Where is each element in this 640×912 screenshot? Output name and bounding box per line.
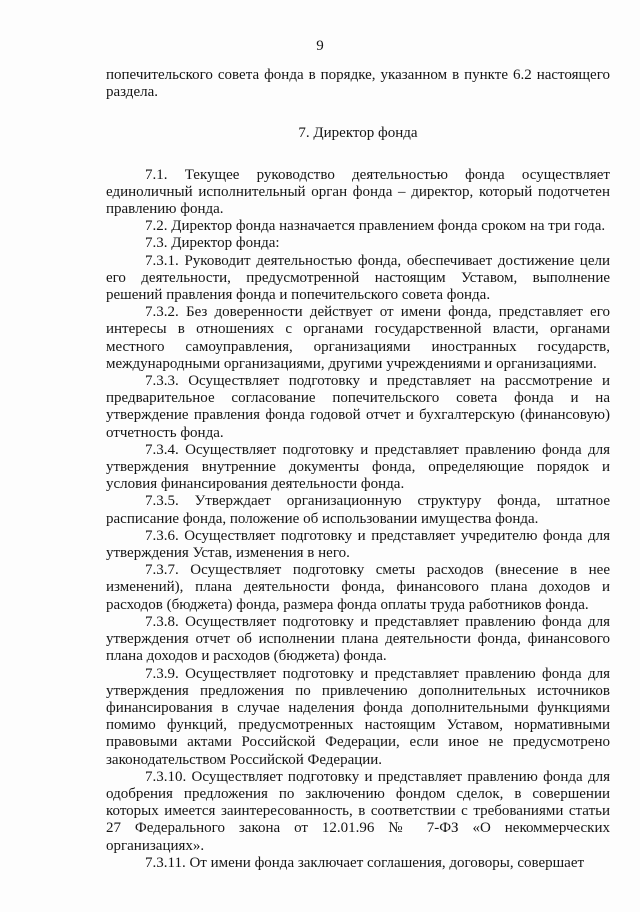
- paragraph-7-3-11: 7.3.11. От имени фонда заключает соглашения, договоры, совершает: [145, 854, 585, 871]
- paragraph-7-3-8: 7.3.8. Осуществляет подготовку и представляет правлению фонда для утверждения отчет об исполнении плана деятельности фонда, финансового плана доходов и расходов (бюджета) фонда.: [106, 613, 610, 665]
- paragraph-7-3-2: 7.3.2. Без доверенности действует от имени фонда, представляет его интересы в отношениях с органами государственной власти, органами местного самоуправления, организациями иностранных государств, международными организациями, другими учреждениями и организациями.: [106, 304, 610, 372]
- paragraph-7-3-5: 7.3.5. Утверждает организационную структуру фонда, штатное расписание фонда, положение об использовании имущества фонда.: [106, 493, 610, 527]
- paragraph-7-3-9: 7.3.9. Осуществляет подготовку и представляет правлению фонда для утверждения предложения по привлечению дополнительных источников финансирования в случае наделения фонда дополнительными функциями помимо функций, предусмотренных настоящим Уставом, нормативными правовыми актами Российской Федерации, если иное не предусмотрено законодательством Российской Федерации.: [106, 665, 610, 768]
- page-number: 9: [316, 38, 324, 54]
- paragraph-7-2: 7.2. Директор фонда назначается правлением фонда сроком на три года.: [145, 218, 606, 235]
- paragraph-7-3-4: 7.3.4. Осуществляет подготовку и представляет правлению фонда для утверждения внутренние документы фонда, определяющие порядок и условия финансирования деятельности фонда.: [106, 441, 610, 493]
- page-body: [106, 67, 610, 872]
- paragraph-7-3-3: 7.3.3. Осуществляет подготовку и представляет на рассмотрение и предварительное согласование попечительского совета фонда и на утверждение правления фонда годовой отчет и бухгалтерскую (финансовую) отчетность фонда.: [106, 373, 610, 441]
- paragraph-7-3: 7.3. Директор фонда:: [145, 235, 280, 252]
- carryover-paragraph: попечительского совета фонда в порядке, указанном в пункте 6.2 настоящего раздела.: [106, 67, 610, 101]
- paragraph-7-3-10: 7.3.10. Осуществляет подготовку и представляет правлению фонда для одобрения предложения по заключению фондом сделок, в совершении которых имеется заинтересованность, в соответствии с требованиями статьи 27 Федерального закона от 12.01.96 № 7-ФЗ «О некоммерческих организациях».: [106, 768, 610, 854]
- section-heading: 7. Директор фонда: [298, 125, 418, 142]
- paragraph-7-3-1: 7.3.1. Руководит деятельностью фонда, обеспечивает достижение цели его деятельности, предусмотренной настоящим Уставом, выполнение решений правления фонда и попечительского совета фонда.: [106, 252, 610, 304]
- paragraph-7-3-7: 7.3.7. Осуществляет подготовку сметы расходов (внесение в нее изменений), плана деятельности фонда, финансового плана доходов и расходов (бюджета) фонда, размера фонда оплаты труда работников фонда.: [106, 562, 610, 613]
- paragraph-7-1: 7.1. Текущее руководство деятельностью фонда осуществляет единоличный исполнительный орган фонда – директор, который подотчетен правлению фонда.: [106, 166, 610, 218]
- paragraph-7-3-6: 7.3.6. Осуществляет подготовку и представляет учредителю фонда для утверждения Устав, изменения в него.: [106, 527, 610, 562]
